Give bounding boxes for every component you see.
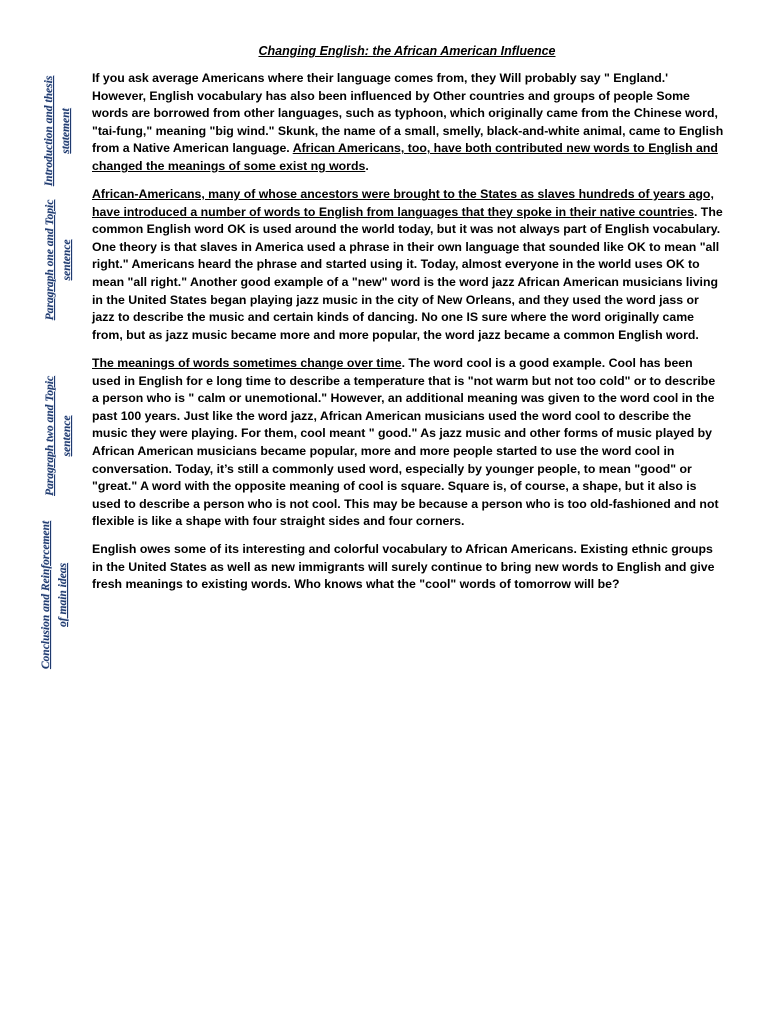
topic-sentence-two: The meanings of words sometimes change over time: [92, 356, 402, 370]
introduction-end: .: [365, 158, 369, 173]
margin-note-introduction: Introduction and thesis statement: [43, 75, 72, 187]
margin-note-paragraph-one: Paragraph one and Topic sentence: [44, 199, 73, 321]
thesis-statement: African Americans, too, have both contributed new words to English and changed the meanings of some exist ng words: [92, 141, 718, 173]
introduction-text: If you ask average Americans where their language comes from, they Will probably say " England.' However, English vocabulary has also been influenced by Other countries and groups of people Some words are borrowed from other languages, such as typhoon, which originally came from the Chinese word, "tai-fung," meaning "big wind." Skunk, the name of a small, smelly, black-and-white animal, came to English from a Native American language.: [92, 71, 724, 156]
body-paragraph-one-text: . The common English word OK is used around the world today, but it was not always part of English vocabulary. One theory is that slaves in America used a phrase in their own language that sounded like OK to mean "all right." Americans heard the phrase and started using it. Today, almost everyone in the world uses OK to mean "all right." Another good example of a "new" word is the word jazz African American musicians living in the United States began playing jazz music in the city of New Orleans, and they used the word jass or jazz to describe the music and certain kinds of dancing. No one IS sure where the word originally came from, but as jazz music became more and more popular, the word jazz became a common English word.: [92, 204, 723, 342]
body-paragraph-two-text: . The word cool is a good example. Cool has been used in English for e long time to describe a temperature that is "not warm but not too cold" or to describe a person who is " calm or unemotional." However, an additional meaning was given to the word cool in the past 100 years. Just like the word jazz, African American musicians used the word cool to describe the music they were playing. For them, cool meant " good." As jazz music and other forms of music played by African American musicians became popular, more and more people started to use the word cool in conversation. Today, it’s still a commonly used word, especially by younger people, to mean "good" or "great." A word with the opposite meaning of cool is square. Square is, of course, a shape, but it also is used to describe a person who is not cool. This may be because a person who is too old-fashioned and not flexible is like a shape with four straight sides and four corners.: [92, 356, 719, 529]
body-paragraph-two: [92, 355, 724, 531]
margin-note-paragraph-two: Paragraph two and Topic sentence: [44, 375, 73, 497]
introduction-paragraph: [92, 70, 724, 176]
document-title: Changing English: the African American Influence: [258, 44, 556, 58]
conclusion-paragraph: English owes some of its interesting and colorful vocabulary to African Americans. Existing ethnic groups in the United States as well as new immigrants will surely continue to bring new words to English and give fresh meanings to existing words. Who knows what the "cool" words of tomorrow will be?: [92, 542, 715, 592]
body-paragraph-one: [92, 186, 724, 344]
margin-note-conclusion: Conclusion and Reinforcement of main ideas: [40, 520, 69, 670]
topic-sentence-one: African-Americans, many of whose ancestors were brought to the States as slaves hundreds of years ago, have introduced a number of words to English from languages that they spoke in their native countries: [92, 187, 714, 219]
